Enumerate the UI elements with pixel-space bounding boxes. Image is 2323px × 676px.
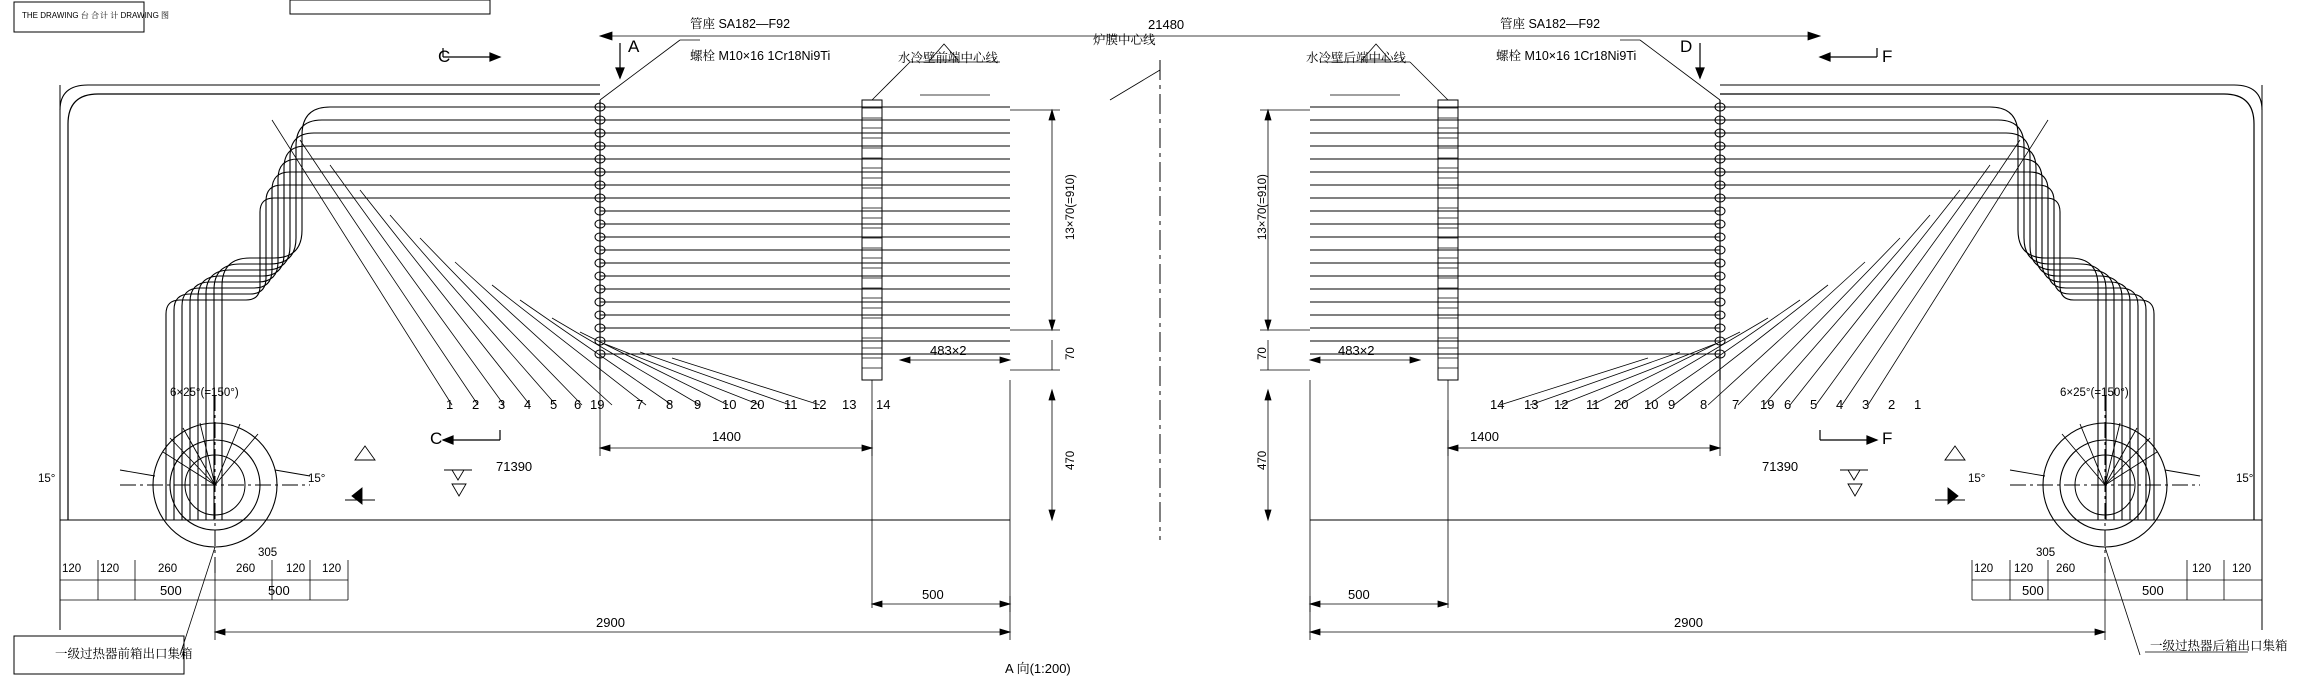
tube-number: 3 bbox=[1862, 397, 1870, 412]
tube-number: 6 bbox=[1784, 397, 1792, 412]
tube-number: 1 bbox=[1914, 397, 1922, 412]
tube-number: 7 bbox=[636, 397, 644, 412]
angle-15-left-right: 15° bbox=[1968, 473, 1986, 485]
tube-number: 9 bbox=[1668, 397, 1676, 412]
pipe-seat-label-right: 管座 SA182—F92 bbox=[1500, 17, 1601, 31]
bottom-note-right: 一级过热器后箱出口集箱 bbox=[2150, 639, 2288, 653]
tube-number: 4 bbox=[1836, 397, 1844, 412]
tube-number: 10 bbox=[1644, 397, 1659, 412]
dim-2900-left: 2900 bbox=[596, 615, 625, 630]
tube-number: 7 bbox=[1732, 397, 1740, 412]
dim-120-d-right: 120 bbox=[2232, 563, 2252, 575]
bolt-label-left: 螺栓 M10×16 1Cr18Ni9Ti bbox=[690, 49, 831, 63]
section-mark-d: D bbox=[1680, 37, 1693, 56]
dim-483-left: 483×2 bbox=[930, 343, 967, 358]
angle-15-right-right: 15° bbox=[2236, 473, 2254, 485]
section-mark-f-bottom: F bbox=[1882, 429, 1893, 448]
dim-1400-right: 1400 bbox=[1470, 429, 1499, 444]
tube-number: 19 bbox=[590, 397, 605, 412]
section-mark-c-bottom: C bbox=[430, 429, 443, 448]
tube-number: 11 bbox=[784, 397, 798, 412]
wall-center-label-right: 水冷壁后端中心线 bbox=[1306, 51, 1407, 65]
dim-2900-right: 2900 bbox=[1674, 615, 1703, 630]
pipe-seat-label-left: 管座 SA182—F92 bbox=[690, 17, 791, 31]
radius-305-left: 305 bbox=[258, 547, 278, 559]
dim-500-b-right: 500 bbox=[2142, 583, 2164, 598]
radius-305-right: 305 bbox=[2036, 547, 2056, 559]
dim-260-left: 260 bbox=[158, 563, 178, 575]
tube-number: 19 bbox=[1760, 397, 1775, 412]
tube-number: 8 bbox=[1700, 397, 1708, 412]
stamp-left-text: THE DRAWING 台 合 bbox=[22, 11, 100, 20]
section-mark-f-top: F bbox=[1882, 47, 1893, 66]
dim-500-a-right: 500 bbox=[2022, 583, 2044, 598]
tube-number: 5 bbox=[1810, 397, 1818, 412]
dim-120-a-left: 120 bbox=[62, 563, 82, 575]
tube-number: 8 bbox=[666, 397, 674, 412]
elevation-71390-right: 71390 bbox=[1762, 459, 1799, 474]
dim-260-right: 260 bbox=[2056, 563, 2076, 575]
elevation-71390-left: 71390 bbox=[496, 459, 533, 474]
furnace-centerline-label: 炉膜中心线 bbox=[1093, 33, 1156, 47]
tube-number: 3 bbox=[498, 397, 506, 412]
dim-260-b-left: 260 bbox=[236, 563, 256, 575]
bottom-caption: A 向(1:200) bbox=[1005, 661, 1071, 676]
dim-470-right: 470 bbox=[1257, 450, 1269, 470]
section-mark-c-top: C bbox=[438, 47, 451, 66]
tube-number: 20 bbox=[750, 397, 765, 412]
tube-number: 2 bbox=[472, 397, 480, 412]
wall-center-label-left: 水冷壁前端中心线 bbox=[898, 51, 999, 65]
angle-label-left: 6×25°(=150°) bbox=[170, 387, 239, 399]
small-dim-70-right: 70 bbox=[1257, 347, 1269, 360]
dim-120-b-right: 120 bbox=[2014, 563, 2034, 575]
dim-500-a-left: 500 bbox=[160, 583, 182, 598]
dim-120-c-right: 120 bbox=[2192, 563, 2212, 575]
small-dim-70-left: 70 bbox=[1065, 347, 1077, 360]
overall-top-dimension: 21480 bbox=[1148, 17, 1185, 32]
dim-470-left: 470 bbox=[1065, 450, 1077, 470]
tube-number: 11 bbox=[1586, 397, 1600, 412]
dim-500-mid-right: 500 bbox=[1348, 587, 1370, 602]
tube-number: 12 bbox=[812, 397, 827, 412]
bottom-note-left: 一级过热器前箱出口集箱 bbox=[55, 647, 193, 661]
dim-500-mid-left: 500 bbox=[922, 587, 944, 602]
tube-number: 4 bbox=[524, 397, 532, 412]
tube-number: 12 bbox=[1554, 397, 1569, 412]
dim-120-d-left: 120 bbox=[322, 563, 342, 575]
spacing-label-right: 13×70(=910) bbox=[1257, 174, 1269, 240]
tube-number: 13 bbox=[1524, 397, 1539, 412]
angle-label-right: 6×25°(=150°) bbox=[2060, 387, 2129, 399]
tube-number: 5 bbox=[550, 397, 558, 412]
spacing-label-left: 13×70(=910) bbox=[1065, 174, 1077, 240]
angle-15-left-left: 15° bbox=[38, 473, 56, 485]
dim-1400-left: 1400 bbox=[712, 429, 741, 444]
dim-120-b-left: 120 bbox=[100, 563, 120, 575]
dim-500-b-left: 500 bbox=[268, 583, 290, 598]
dim-120-a-right: 120 bbox=[1974, 563, 1994, 575]
tube-number: 10 bbox=[722, 397, 737, 412]
tube-number: 14 bbox=[1490, 397, 1505, 412]
tube-number: 9 bbox=[694, 397, 702, 412]
section-mark-a: A bbox=[628, 37, 640, 56]
dim-120-c-left: 120 bbox=[286, 563, 306, 575]
tube-number: 1 bbox=[446, 397, 454, 412]
dim-483-right: 483×2 bbox=[1338, 343, 1375, 358]
tube-number: 20 bbox=[1614, 397, 1629, 412]
tube-number: 14 bbox=[876, 397, 891, 412]
angle-15-right-left: 15° bbox=[308, 473, 326, 485]
tube-number: 6 bbox=[574, 397, 582, 412]
tube-number: 2 bbox=[1888, 397, 1896, 412]
stamp-left-text-2: 计 计 DRAWING 图 bbox=[100, 11, 170, 20]
bolt-label-right: 螺栓 M10×16 1Cr18Ni9Ti bbox=[1496, 49, 1637, 63]
tube-number: 13 bbox=[842, 397, 857, 412]
